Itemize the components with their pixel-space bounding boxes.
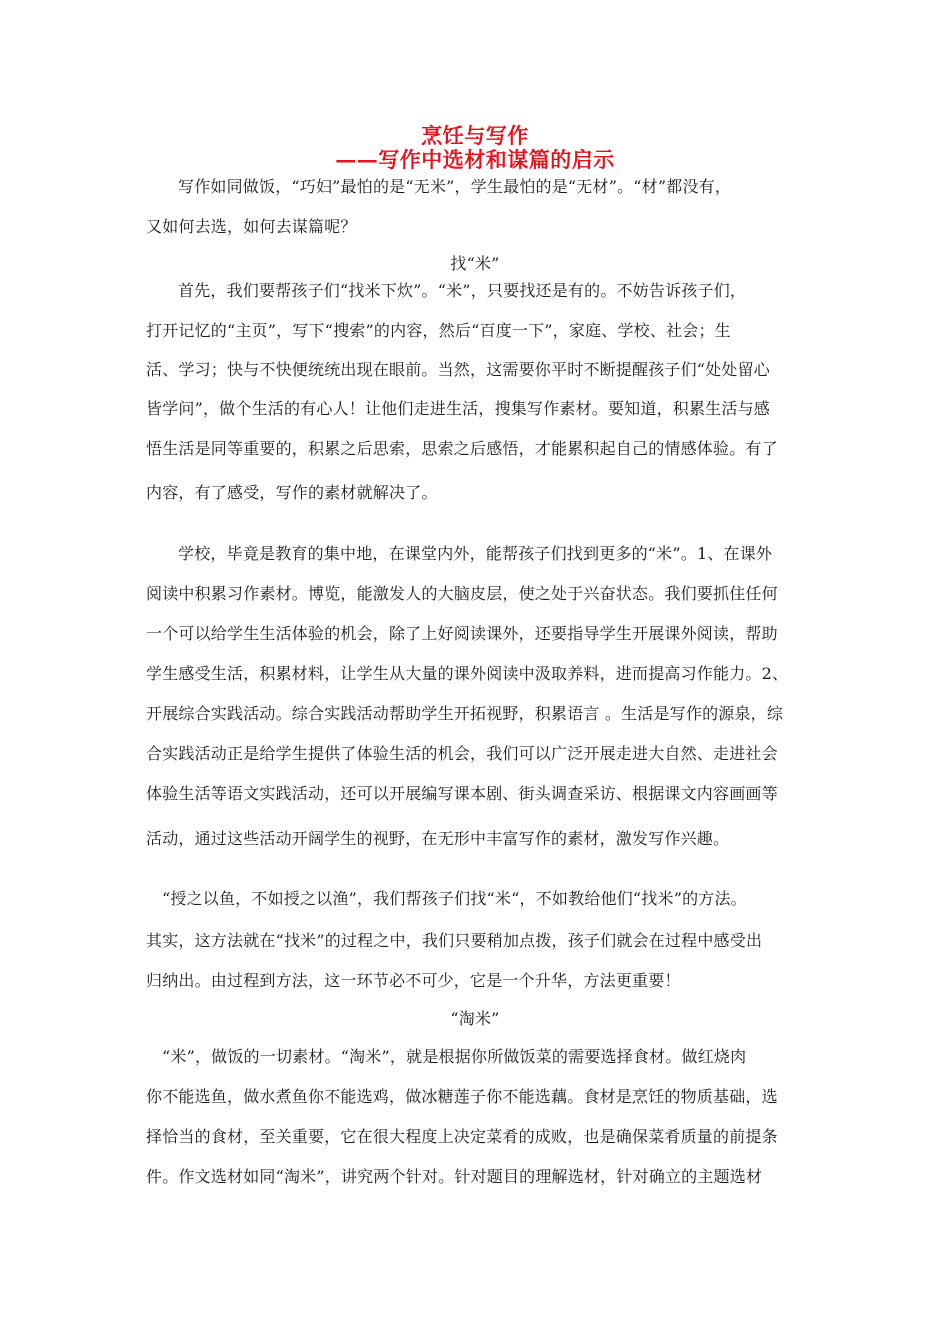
text-line: 写作如同做饭，“巧妇”最怕的是“无米”，学生最怕的是“无材”。“材”都没有， bbox=[178, 177, 732, 196]
section-heading-tao-mi: “淘米” bbox=[450, 1009, 500, 1028]
text-line: 件。作文选材如同“淘米”，讲究两个针对。针对题目的理解选材，针对确立的主题选材 bbox=[146, 1167, 763, 1186]
section-heading-zhao-mi: 找“米” bbox=[450, 254, 500, 273]
text-line: “授之以鱼，不如授之以渔”，我们帮孩子们找“米“，不如教给他们“找米”的方法。 bbox=[162, 889, 747, 908]
text-line: 悟生活是同等重要的，积累之后思索，思索之后感悟，才能累积起自己的情感体验。有了 bbox=[146, 439, 778, 458]
document-subtitle: ——写作中选材和谋篇的启示 bbox=[335, 147, 615, 172]
text-line: 择恰当的食材，至关重要，它在很大程度上决定菜肴的成败，也是确保菜肴质量的前提条 bbox=[146, 1127, 778, 1146]
text-line: 一个可以给学生生活体验的机会，除了上好阅读课外，还要指导学生开展课外阅读，帮助 bbox=[146, 624, 778, 643]
text-line: 归纳出。由过程到方法，这一环节必不可少，它是一个升华，方法更重要！ bbox=[146, 971, 681, 990]
text-line: 你不能选鱼，做水煮鱼你不能选鸡，做冰糖莲子你不能选藕。食材是烹饪的物质基础，选 bbox=[146, 1087, 778, 1106]
text-line: 首先，我们要帮孩子们“找米下炊”。“米”，只要找还是有的。不妨告诉孩子们， bbox=[178, 281, 747, 300]
document-title: 烹饪与写作 bbox=[421, 123, 529, 148]
text-line: 皆学问”，做个生活的有心人！让他们走进生活，搜集写作素材。要知道，积累生活与感 bbox=[146, 399, 770, 418]
text-line: 活、学习；快与不快便统统出现在眼前。当然，这需要你平时不断提醒孩子们“处处留心 bbox=[146, 360, 770, 379]
text-line: 活动，通过这些活动开阔学生的视野，在无形中丰富写作的素材，激发写作兴趣。 bbox=[146, 829, 730, 848]
text-line: 体验生活等语文实践活动，还可以开展编写课本剧、街头调查采访、根据课文内容画画等 bbox=[146, 784, 778, 803]
text-line: 打开记忆的“主页”，写下“搜索”的内容，然后“百度一下”，家庭、学校、社会；生 bbox=[146, 321, 731, 340]
text-line: 学校，毕竟是教育的集中地，在课堂内外，能帮孩子们找到更多的“米”。1、在课外 bbox=[178, 544, 773, 563]
text-line: 合实践活动正是给学生提供了体验生活的机会，我们可以广泛开展走进大自然、走进社会 bbox=[146, 744, 778, 763]
text-line: 开展综合实践活动。综合实践活动帮助学生开拓视野，积累语言 。生活是写作的源泉，综 bbox=[146, 704, 784, 723]
text-line: 阅读中积累习作素材。博览，能激发人的大脑皮层，使之处于兴奋状态。我们要抓住任何 bbox=[146, 584, 778, 603]
text-line: 学生感受生活，积累材料，让学生从大量的课外阅读中汲取养料，进而提高习作能力。2、 bbox=[146, 664, 789, 683]
text-line: 又如何去选，如何去谋篇呢？ bbox=[146, 217, 357, 236]
text-line: 内容，有了感受，写作的素材就解决了。 bbox=[146, 483, 438, 502]
text-line: 其实，这方法就在“找米”的过程之中，我们只要稍加点拨，孩子们就会在过程中感受出 bbox=[146, 931, 763, 950]
text-line: “米”，做饭的一切素材。“淘米”，就是根据你所做饭菜的需要选择食材。做红烧肉 bbox=[162, 1047, 747, 1066]
